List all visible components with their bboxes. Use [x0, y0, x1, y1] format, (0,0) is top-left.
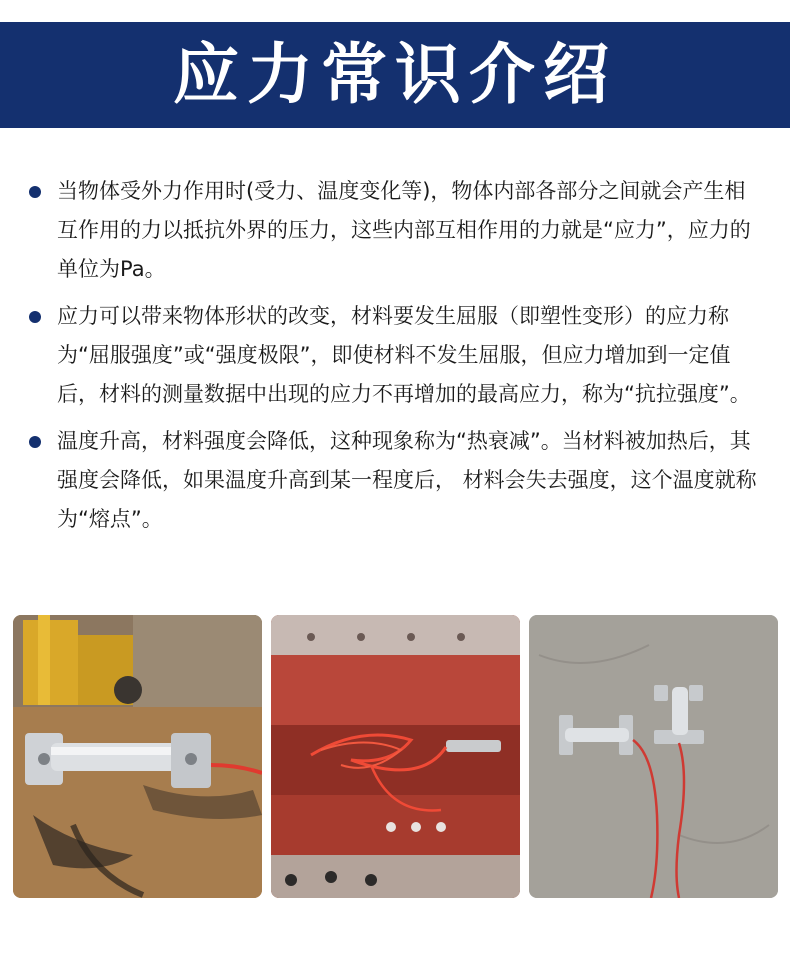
bullet-dot-icon	[29, 311, 41, 323]
photo-strain-gauge-concrete	[13, 615, 262, 898]
list-item-text: 当物体受外力作用时(受力、温度变化等)，物体内部各部分之间就会产生相互作用的力以抵抗外界的压力，这些内部互相作用的力就是“应力”，应力的单位为Pa。	[57, 179, 751, 281]
list-item-text: 应力可以带来物体形状的改变，材料要发生屈服（即塑性变形）的应力称为“屈服强度”或“强度极限”，即使材料不发生屈服，但应力增加到一定值后，材料的测量数据中出现的应力不再增加的最高应力，称为“抗拉强度”。	[57, 304, 751, 406]
photo-strain-gauge-concrete-wall	[529, 615, 778, 898]
header-banner	[0, 22, 790, 128]
list-item	[0, 172, 790, 289]
list-item	[0, 422, 790, 539]
list-item-text: 温度升高，材料强度会降低，这种现象称为“热衰减”。当材料被加热后，其强度会降低，如果温度升高到某一程度后， 材料会失去强度，这个温度就称为“熔点”。	[57, 429, 757, 531]
bullet-dot-icon	[29, 186, 41, 198]
bullet-list	[0, 172, 790, 547]
bullet-dot-icon	[29, 436, 41, 448]
list-item	[0, 297, 790, 414]
photo-gallery	[13, 615, 778, 898]
page-title: 应力常识介绍	[173, 36, 617, 113]
photo-strain-gauge-steel-beam	[271, 615, 520, 898]
